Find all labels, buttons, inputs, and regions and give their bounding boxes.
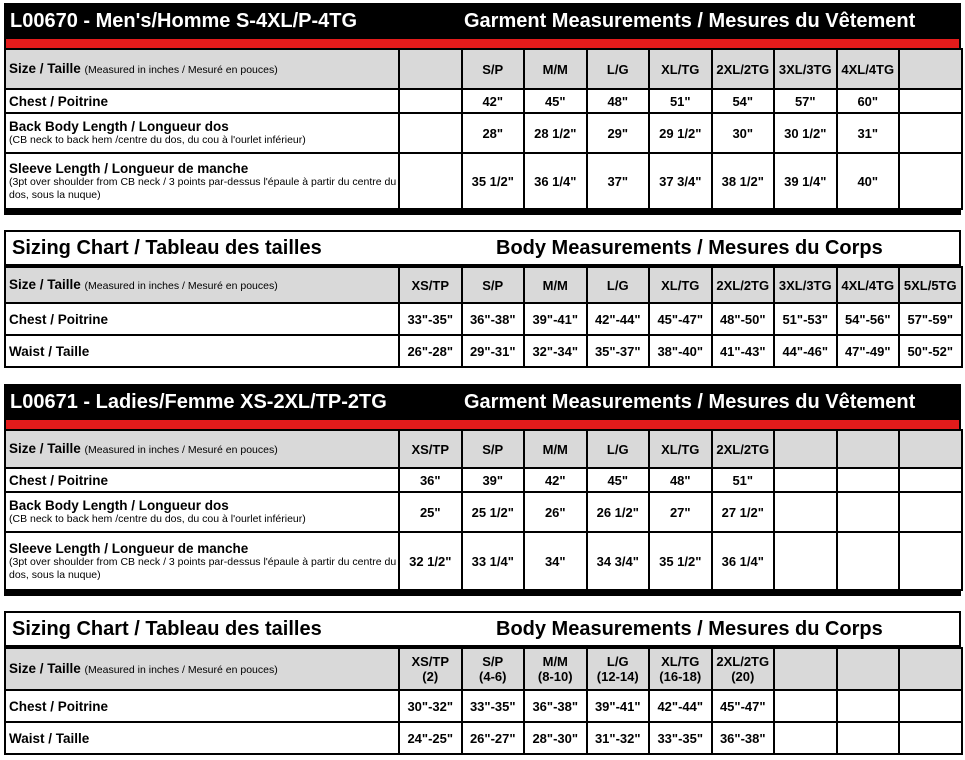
value-cell: 30" (712, 113, 775, 153)
value-cell (837, 690, 900, 722)
value-cell: 57" (774, 89, 837, 113)
ladies-body-header (4, 611, 961, 647)
men-garment-table (4, 48, 963, 210)
value-cell: 37 3/4" (649, 153, 712, 209)
value-cell (899, 722, 962, 754)
size-cell: L/G (12-14) (587, 648, 650, 690)
ladies-garment-header (4, 384, 961, 420)
size-cell: 4XL/4TG (837, 267, 900, 303)
table-row (5, 532, 962, 590)
value-cell: 25 1/2" (462, 492, 525, 532)
value-cell: 60" (837, 89, 900, 113)
size-cell (399, 49, 462, 89)
size-cell (899, 648, 962, 690)
value-cell: 45" (524, 89, 587, 113)
size-cell: XL/TG (649, 430, 712, 468)
section-bottom-bar (4, 210, 961, 215)
size-label-cell: Size / Taille (Measured in inches / Mesuré en pouces) (5, 648, 399, 690)
ladies-body-table (4, 647, 963, 755)
section-bottom-bar (4, 591, 961, 596)
row-label: Chest / Poitrine (5, 690, 399, 722)
value-cell: 29"-31" (462, 335, 525, 367)
size-cell (774, 430, 837, 468)
size-cell: S/P (462, 430, 525, 468)
ladies-body-title: Sizing Chart / Tableau des tailles (12, 618, 322, 640)
table-row (5, 722, 962, 754)
value-cell (837, 532, 900, 590)
value-cell (399, 113, 462, 153)
size-cell: L/G (587, 49, 650, 89)
value-cell: 42"-44" (649, 690, 712, 722)
value-cell: 26" (524, 492, 587, 532)
value-cell: 50"-52" (899, 335, 962, 367)
value-cell: 32 1/2" (399, 532, 462, 590)
value-cell (774, 690, 837, 722)
size-cell (837, 430, 900, 468)
value-cell: 29 1/2" (649, 113, 712, 153)
size-cell: 3XL/3TG (774, 49, 837, 89)
size-cell: S/P (462, 267, 525, 303)
size-label-cell: Size / Taille (Measured in inches / Mesuré en pouces) (5, 49, 399, 89)
size-cell (837, 648, 900, 690)
value-cell (774, 492, 837, 532)
value-cell: 51"-53" (774, 303, 837, 335)
value-cell: 36"-38" (524, 690, 587, 722)
value-cell: 47"-49" (837, 335, 900, 367)
size-cell (899, 49, 962, 89)
value-cell: 28"-30" (524, 722, 587, 754)
size-cell: 5XL/5TG (899, 267, 962, 303)
value-cell: 30 1/2" (774, 113, 837, 153)
value-cell: 36 1/4" (712, 532, 775, 590)
value-cell (899, 468, 962, 492)
size-cell (899, 430, 962, 468)
row-label: Back Body Length / Longueur dos (CB neck to back hem /centre du dos, du cou à l'ourlet inférieur) (5, 492, 399, 532)
value-cell (899, 690, 962, 722)
size-row (5, 430, 962, 468)
value-cell: 45"-47" (712, 690, 775, 722)
ladies-garment-section (4, 384, 961, 596)
value-cell: 42" (462, 89, 525, 113)
men-garment-header (4, 3, 961, 39)
value-cell: 42" (524, 468, 587, 492)
value-cell: 54" (712, 89, 775, 113)
men-body-table (4, 266, 963, 368)
men-garment-section (4, 3, 961, 215)
row-label: Chest / Poitrine (5, 303, 399, 335)
row-label: Waist / Taille (5, 335, 399, 367)
value-cell: 25" (399, 492, 462, 532)
row-label: Chest / Poitrine (5, 89, 399, 113)
value-cell: 51" (649, 89, 712, 113)
value-cell (774, 468, 837, 492)
value-cell: 39"-41" (587, 690, 650, 722)
size-cell: XL/TG (16-18) (649, 648, 712, 690)
size-cell: 2XL/2TG (712, 267, 775, 303)
size-cell: 2XL/2TG (712, 430, 775, 468)
ladies-garment-title: L00671 - Ladies/Femme XS-2XL/TP-2TG (10, 391, 387, 413)
men-garment-subtitle: Garment Measurements / Mesures du Vêtement (464, 10, 916, 32)
value-cell: 41"-43" (712, 335, 775, 367)
men-body-title: Sizing Chart / Tableau des tailles (12, 237, 322, 259)
table-row (5, 89, 962, 113)
value-cell: 57"-59" (899, 303, 962, 335)
value-cell: 45" (587, 468, 650, 492)
table-row (5, 468, 962, 492)
size-cell: 3XL/3TG (774, 267, 837, 303)
value-cell (399, 153, 462, 209)
table-row (5, 153, 962, 209)
row-label: Sleeve Length / Longueur de manche (3pt over shoulder from CB neck / 3 points par-dessus l'épaule à partir du centre du dos, sous la nuque) (5, 532, 399, 590)
row-label: Waist / Taille (5, 722, 399, 754)
value-cell: 28 1/2" (524, 113, 587, 153)
size-cell: XS/TP (399, 430, 462, 468)
value-cell (899, 89, 962, 113)
table-row (5, 113, 962, 153)
value-cell: 48"-50" (712, 303, 775, 335)
men-garment-title: L00670 - Men's/Homme S-4XL/P-4TG (10, 10, 358, 32)
size-cell: M/M (524, 49, 587, 89)
size-cell: 2XL/2TG (712, 49, 775, 89)
value-cell (837, 468, 900, 492)
value-cell: 40" (837, 153, 900, 209)
ladies-body-section (4, 611, 961, 755)
value-cell: 31"-32" (587, 722, 650, 754)
size-cell: M/M (8-10) (524, 648, 587, 690)
value-cell: 33"-35" (462, 690, 525, 722)
value-cell (899, 492, 962, 532)
value-cell: 26 1/2" (587, 492, 650, 532)
row-label: Sleeve Length / Longueur de manche (3pt over shoulder from CB neck / 3 points par-dessus l'épaule à partir du centre du dos, sous la nuque) (5, 153, 399, 209)
value-cell (399, 89, 462, 113)
size-label-cell: Size / Taille (Measured in inches / Mesuré en pouces) (5, 430, 399, 468)
value-cell (774, 532, 837, 590)
value-cell: 32"-34" (524, 335, 587, 367)
value-cell: 27 1/2" (712, 492, 775, 532)
value-cell: 27" (649, 492, 712, 532)
value-cell: 39 1/4" (774, 153, 837, 209)
value-cell: 28" (462, 113, 525, 153)
value-cell: 39" (462, 468, 525, 492)
size-cell: S/P (462, 49, 525, 89)
value-cell: 33"-35" (649, 722, 712, 754)
size-row (5, 267, 962, 303)
value-cell (837, 492, 900, 532)
value-cell: 26"-27" (462, 722, 525, 754)
value-cell: 24"-25" (399, 722, 462, 754)
table-row (5, 335, 962, 367)
men-body-subtitle: Body Measurements / Mesures du Corps (496, 237, 883, 259)
value-cell: 48" (587, 89, 650, 113)
value-cell: 44"-46" (774, 335, 837, 367)
value-cell: 26"-28" (399, 335, 462, 367)
value-cell: 36 1/4" (524, 153, 587, 209)
value-cell: 39"-41" (524, 303, 587, 335)
size-cell: XS/TP (399, 267, 462, 303)
value-cell: 37" (587, 153, 650, 209)
size-cell: S/P (4-6) (462, 648, 525, 690)
ladies-garment-subtitle: Garment Measurements / Mesures du Vêtement (464, 391, 916, 413)
value-cell (899, 113, 962, 153)
size-cell: L/G (587, 267, 650, 303)
value-cell: 36" (399, 468, 462, 492)
value-cell: 45"-47" (649, 303, 712, 335)
size-cell: L/G (587, 430, 650, 468)
men-body-section (4, 230, 961, 368)
ladies-garment-table (4, 429, 963, 591)
value-cell: 48" (649, 468, 712, 492)
value-cell: 35 1/2" (649, 532, 712, 590)
size-label-cell: Size / Taille (Measured in inches / Mesuré en pouces) (5, 267, 399, 303)
red-divider (4, 420, 961, 429)
men-body-header (4, 230, 961, 266)
value-cell: 36"-38" (462, 303, 525, 335)
value-cell (837, 722, 900, 754)
table-row (5, 492, 962, 532)
value-cell (899, 153, 962, 209)
table-row (5, 303, 962, 335)
value-cell: 33 1/4" (462, 532, 525, 590)
value-cell: 38 1/2" (712, 153, 775, 209)
value-cell: 34 3/4" (587, 532, 650, 590)
size-cell: XS/TP (2) (399, 648, 462, 690)
row-label: Chest / Poitrine (5, 468, 399, 492)
value-cell: 30"-32" (399, 690, 462, 722)
value-cell: 54"-56" (837, 303, 900, 335)
value-cell (774, 722, 837, 754)
size-cell: XL/TG (649, 267, 712, 303)
value-cell: 36"-38" (712, 722, 775, 754)
value-cell: 33"-35" (399, 303, 462, 335)
size-cell: 2XL/2TG (20) (712, 648, 775, 690)
value-cell: 35 1/2" (462, 153, 525, 209)
size-cell: 4XL/4TG (837, 49, 900, 89)
ladies-body-subtitle: Body Measurements / Mesures du Corps (496, 618, 883, 640)
value-cell: 34" (524, 532, 587, 590)
value-cell: 29" (587, 113, 650, 153)
size-cell: M/M (524, 267, 587, 303)
value-cell (899, 532, 962, 590)
value-cell: 38"-40" (649, 335, 712, 367)
value-cell: 42"-44" (587, 303, 650, 335)
value-cell: 51" (712, 468, 775, 492)
red-divider (4, 39, 961, 48)
value-cell: 35"-37" (587, 335, 650, 367)
row-label: Back Body Length / Longueur dos (CB neck to back hem /centre du dos, du cou à l'ourlet inférieur) (5, 113, 399, 153)
value-cell: 31" (837, 113, 900, 153)
size-cell: M/M (524, 430, 587, 468)
size-cell: XL/TG (649, 49, 712, 89)
size-row (5, 648, 962, 690)
size-cell (774, 648, 837, 690)
table-row (5, 690, 962, 722)
size-row (5, 49, 962, 89)
